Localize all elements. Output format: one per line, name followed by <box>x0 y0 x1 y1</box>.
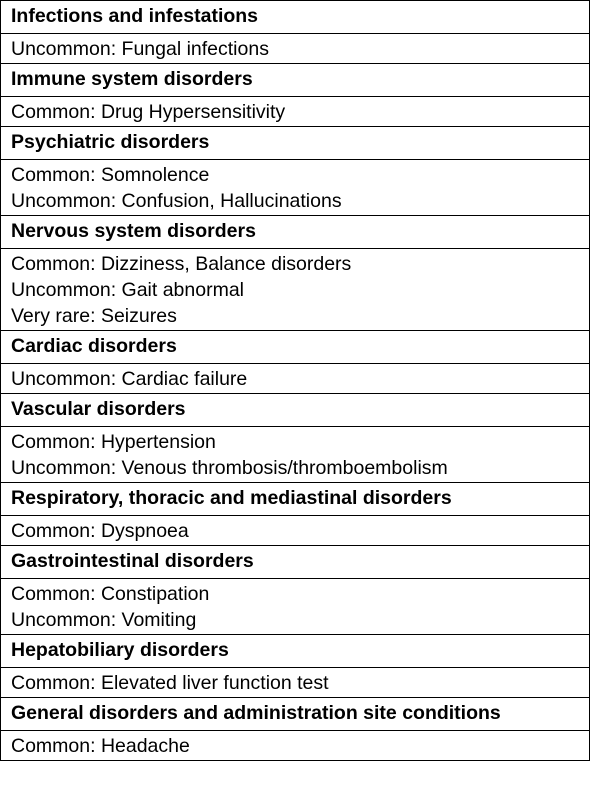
soc-header: Nervous system disorders <box>1 216 590 249</box>
reaction-line: Common: Drug Hypersensitivity <box>11 101 286 123</box>
reaction-line: Common: Headache <box>11 735 190 757</box>
soc-header-row <box>1 127 590 160</box>
reactions-cell <box>1 160 590 216</box>
soc-header: Immune system disorders <box>1 64 590 97</box>
reaction-line: Uncommon: Gait abnormal <box>11 279 245 301</box>
reaction-line: Uncommon: Confusion, Hallucinations <box>11 190 342 212</box>
soc-header-row <box>1 698 590 731</box>
reactions-row <box>1 97 590 127</box>
soc-header-row <box>1 483 590 516</box>
reactions-cell <box>1 579 590 635</box>
reactions-row <box>1 160 590 216</box>
soc-header-row <box>1 1 590 34</box>
reactions-cell <box>1 364 590 394</box>
soc-header-row <box>1 331 590 364</box>
reaction-line: Common: Dyspnoea <box>11 520 189 542</box>
reaction-line: Common: Somnolence <box>11 164 210 186</box>
soc-header: Cardiac disorders <box>1 331 590 364</box>
reaction-line: Uncommon: Fungal infections <box>11 38 269 60</box>
reactions-row <box>1 579 590 635</box>
reactions-row <box>1 731 590 761</box>
reactions-cell <box>1 427 590 483</box>
reaction-line: Common: Hypertension <box>11 431 216 453</box>
reactions-row <box>1 249 590 331</box>
soc-header-row <box>1 546 590 579</box>
reactions-row <box>1 516 590 546</box>
soc-header: Gastrointestinal disorders <box>1 546 590 579</box>
soc-header-row <box>1 216 590 249</box>
reactions-row <box>1 668 590 698</box>
soc-header: Infections and infestations <box>1 1 590 34</box>
reactions-row <box>1 364 590 394</box>
reactions-row <box>1 34 590 64</box>
reactions-cell <box>1 731 590 761</box>
reactions-cell <box>1 249 590 331</box>
soc-header: Psychiatric disorders <box>1 127 590 160</box>
reaction-line: Uncommon: Cardiac failure <box>11 368 248 390</box>
soc-header-row <box>1 64 590 97</box>
reaction-line: Common: Dizziness, Balance disorders <box>11 253 352 275</box>
reaction-line: Very rare: Seizures <box>11 305 177 327</box>
soc-header-row <box>1 394 590 427</box>
reaction-line: Common: Constipation <box>11 583 210 605</box>
reaction-line: Uncommon: Venous thrombosis/thromboembolism <box>11 457 448 479</box>
reactions-cell <box>1 34 590 64</box>
reaction-line: Uncommon: Vomiting <box>11 609 197 631</box>
soc-header: Respiratory, thoracic and mediastinal disorders <box>1 483 590 516</box>
soc-header: Vascular disorders <box>1 394 590 427</box>
reactions-cell <box>1 97 590 127</box>
soc-header: General disorders and administration site conditions <box>1 698 590 731</box>
soc-header-row <box>1 635 590 668</box>
reactions-row <box>1 427 590 483</box>
reaction-line: Common: Elevated liver function test <box>11 672 329 694</box>
reactions-cell <box>1 516 590 546</box>
reactions-cell <box>1 668 590 698</box>
soc-header: Hepatobiliary disorders <box>1 635 590 668</box>
